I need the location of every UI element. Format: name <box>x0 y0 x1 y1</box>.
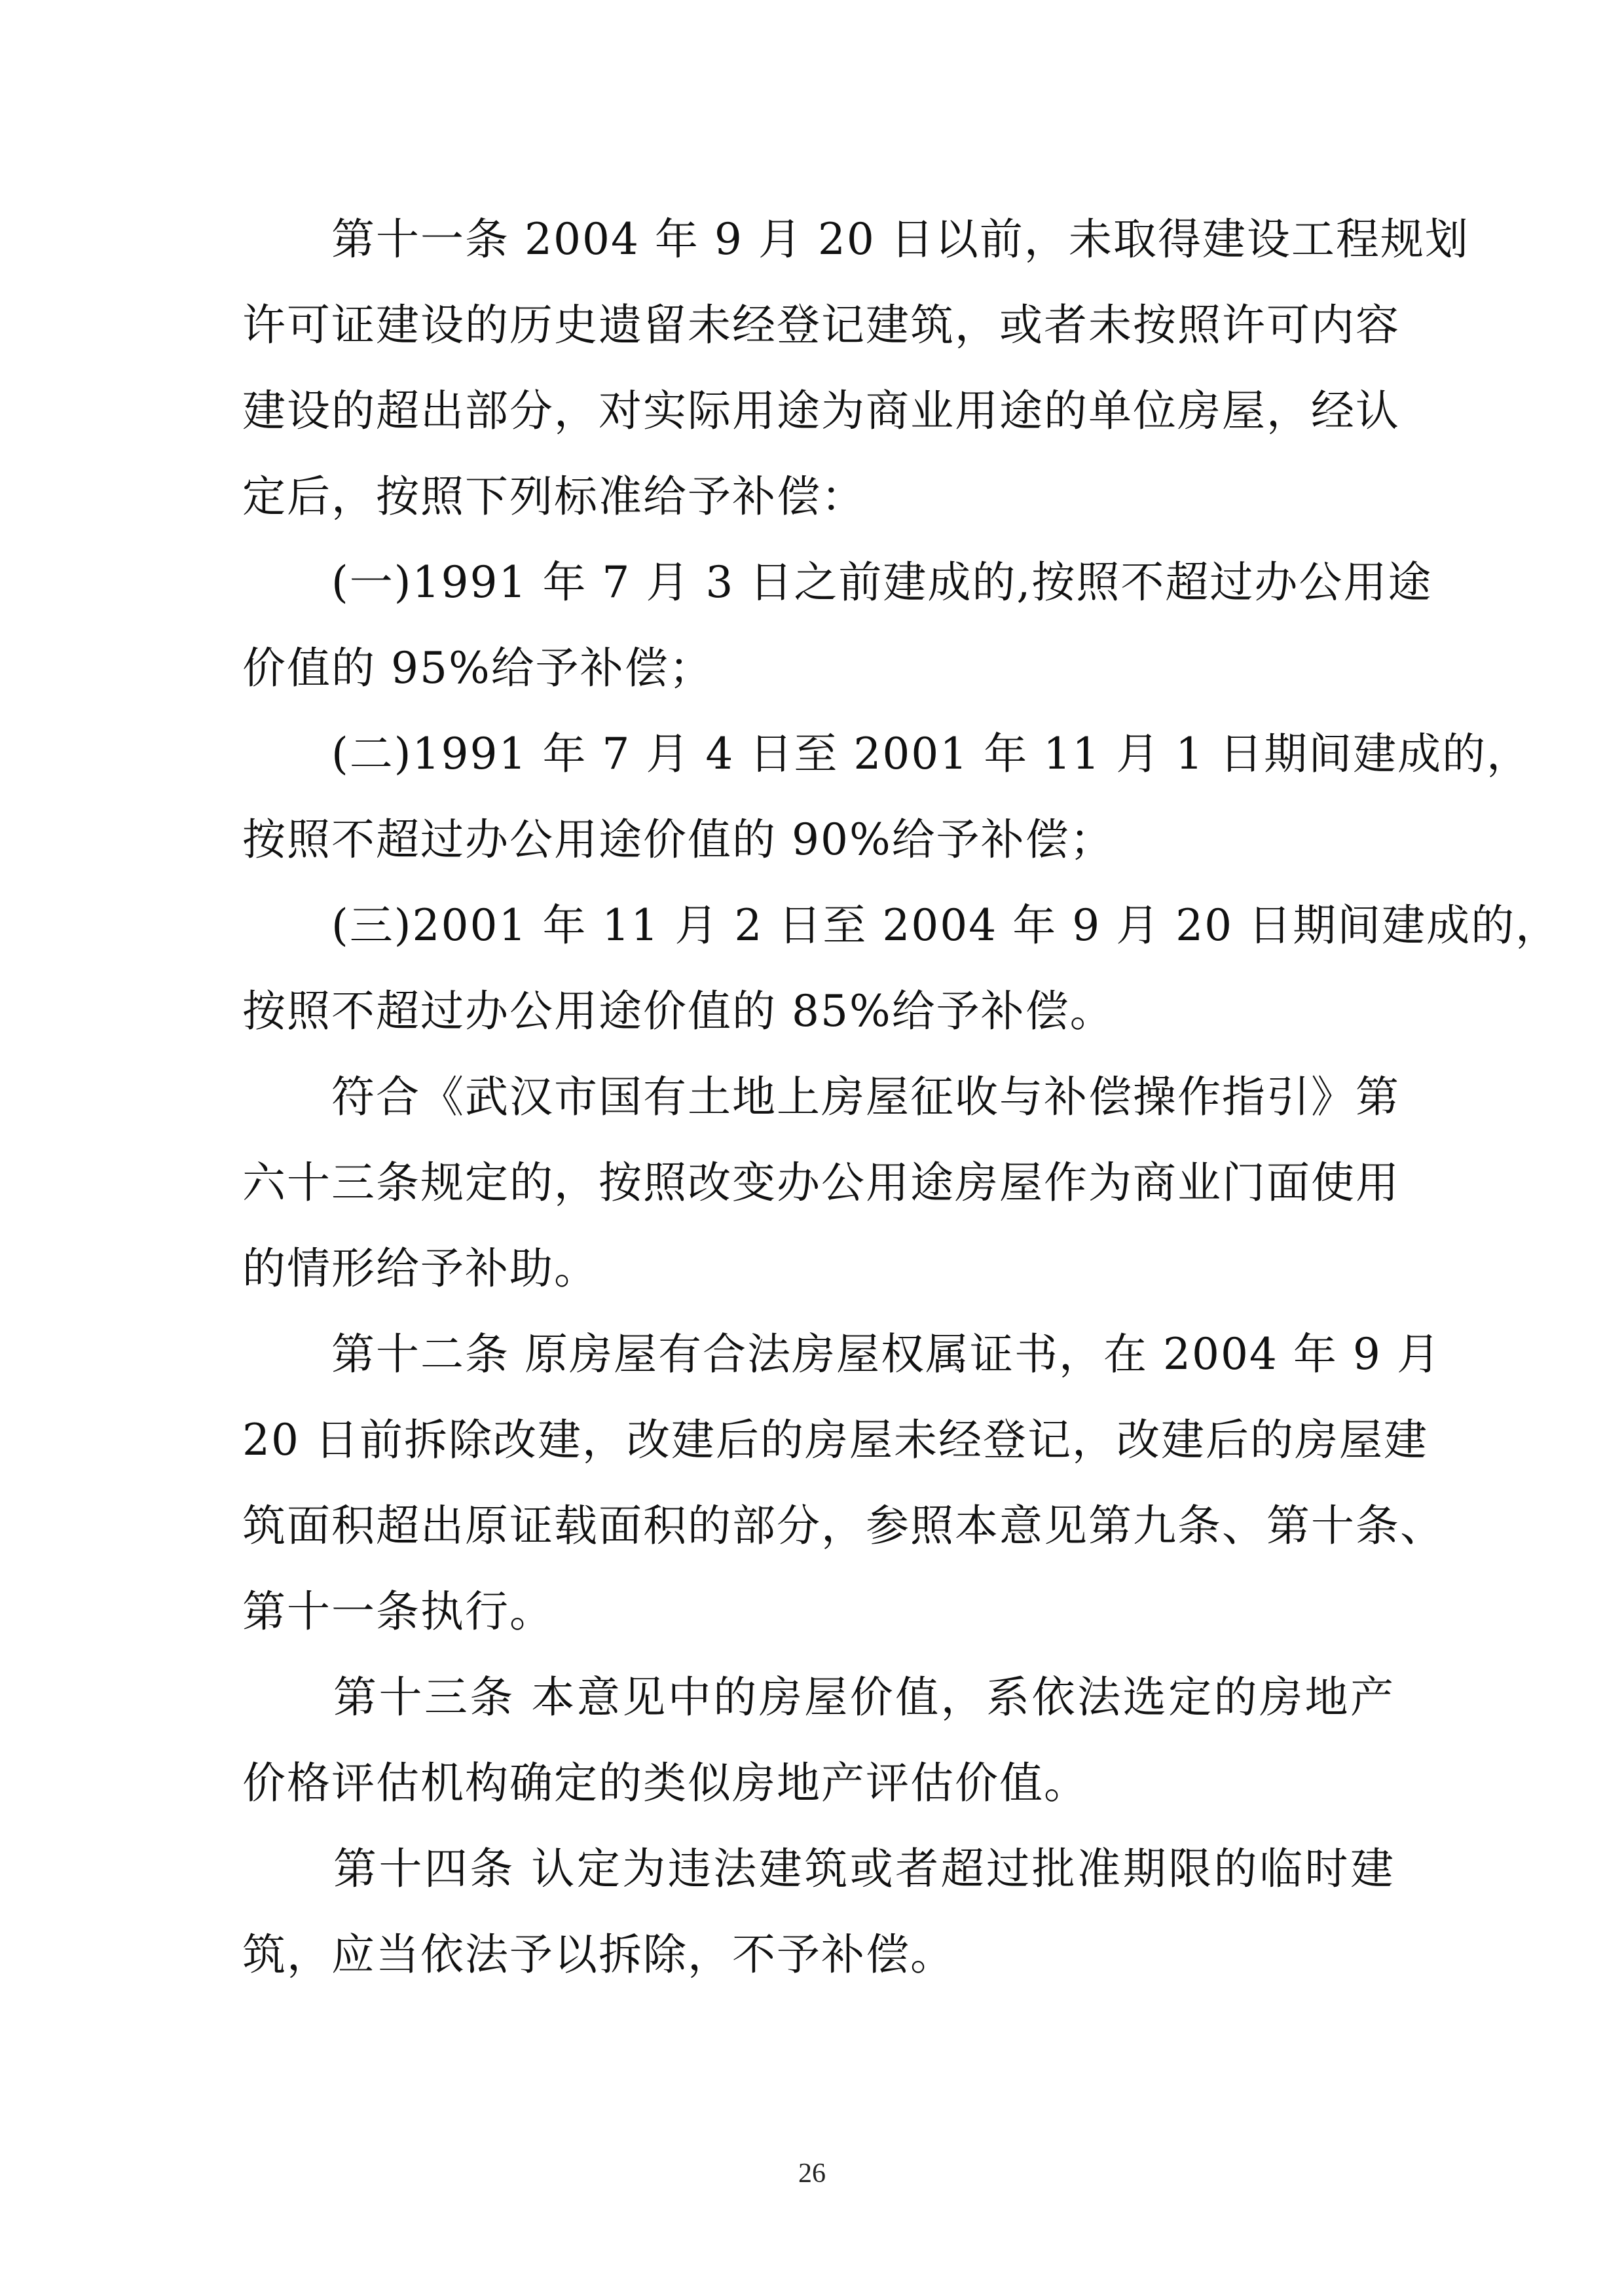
paragraph-line: 第十一条 2004 年 9 月 20 日以前，未取得建设工程规划 <box>242 214 1469 264</box>
paragraph-line: 筑，应当依法予以拆除，不予补偿。 <box>242 1929 955 1980</box>
page-number: 26 <box>798 2159 826 2189</box>
paragraph-line: 定后，按照下列标准给予补偿： <box>242 471 866 522</box>
paragraph-line: 许可证建设的历史遗留未经登记建筑，或者未按照许可内容 <box>242 300 1400 350</box>
paragraph-line: (三)2001 年 11 月 2 日至 2004 年 9 月 20 日期间建成的， <box>242 900 1560 951</box>
paragraph-line: 第十四条 认定为违法建筑或者超过批准期限的临时建 <box>242 1844 1395 1894</box>
paragraph-line: 第十二条 原房屋有合法房屋权属证书，在 2004 年 9 月 <box>242 1329 1441 1379</box>
paragraph-line: 第十三条 本意见中的房屋价值，系依法选定的房地产 <box>242 1672 1395 1722</box>
paragraph-line: (一)1991 年 7 月 3 日之前建成的,按照不超过办公用途 <box>242 557 1433 608</box>
paragraph-line: 筑面积超出原证载面积的部分，参照本意见第九条、第十条、 <box>242 1501 1445 1551</box>
paragraph-line: 第十一条执行。 <box>242 1586 554 1637</box>
paragraph-line: 建设的超出部分，对实际用途为商业用途的单位房屋，经认 <box>242 386 1400 436</box>
paragraph-line: 的情形给予补助。 <box>242 1243 599 1294</box>
paragraph-line: 符合《武汉市国有土地上房屋征收与补偿操作指引》第 <box>242 1072 1400 1122</box>
paragraph-line: 按照不超过办公用途价值的 85%给予补偿。 <box>242 986 1115 1036</box>
document-body <box>242 196 1560 1997</box>
paragraph-line: 20 日前拆除改建，改建后的房屋未经登记，改建后的房屋建 <box>242 1415 1428 1465</box>
paragraph-line: 价值的 95%给予补偿； <box>242 643 714 693</box>
paragraph-line: 六十三条规定的，按照改变办公用途房屋作为商业门面使用 <box>242 1157 1400 1208</box>
paragraph-line: (二)1991 年 7 月 4 日至 2001 年 11 月 1 日期间建成的， <box>242 729 1532 779</box>
paragraph-line: 价格评估机构确定的类似房地产评估价值。 <box>242 1758 1088 1808</box>
paragraph-line: 按照不超过办公用途价值的 90%给予补偿； <box>242 814 1115 865</box>
